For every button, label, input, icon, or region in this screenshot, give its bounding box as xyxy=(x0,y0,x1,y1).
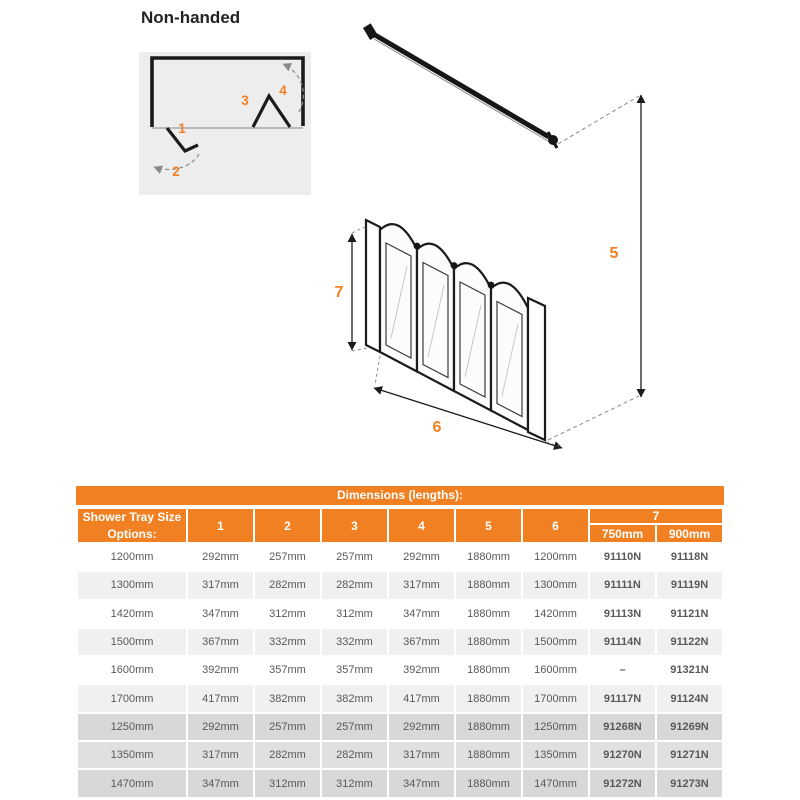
dimension-cell-5: 1880mm xyxy=(455,543,522,571)
product-code-cell-750: 91270N xyxy=(589,741,656,769)
extension-line xyxy=(375,356,380,385)
tray-size-cell: 1470mm xyxy=(77,769,187,797)
dimension-cell-4: 292mm xyxy=(388,713,455,741)
dimension-cell-6: 1350mm xyxy=(522,741,589,769)
dimension-cell-4: 317mm xyxy=(388,571,455,599)
dimension-cell-6: 1420mm xyxy=(522,600,589,628)
dimension-cell-2: 282mm xyxy=(254,741,321,769)
hinge-knob xyxy=(414,243,421,250)
dimension-cell-1: 292mm xyxy=(187,713,254,741)
dimension-cell-5: 1880mm xyxy=(455,684,522,712)
tray-size-cell: 1700mm xyxy=(77,684,187,712)
dimension-cell-6: 1600mm xyxy=(522,656,589,684)
table-row xyxy=(77,741,723,769)
dimension-cell-1: 392mm xyxy=(187,656,254,684)
table-row xyxy=(77,713,723,741)
dimension-cell-5: 1880mm xyxy=(455,600,522,628)
dimension-cell-6: 1700mm xyxy=(522,684,589,712)
dimension-cell-2: 357mm xyxy=(254,656,321,684)
table-row xyxy=(77,656,723,684)
plan-view-background xyxy=(139,52,311,195)
dimension-cell-6: 1470mm xyxy=(522,769,589,797)
dimension-cell-2: 332mm xyxy=(254,628,321,656)
dimensions-table-section xyxy=(76,486,724,799)
product-code-cell-900: 91273N xyxy=(656,769,723,797)
header-col-7-900mm: 900mm xyxy=(656,524,723,543)
dimension-cell-5: 1880mm xyxy=(455,741,522,769)
dimension-table-body xyxy=(77,543,723,798)
dimension-cell-3: 257mm xyxy=(321,713,388,741)
dimension-cell-6: 1300mm xyxy=(522,571,589,599)
dimension-cell-4: 317mm xyxy=(388,741,455,769)
plan-label-1: 1 xyxy=(178,121,186,136)
header-col-4: 4 xyxy=(388,508,455,543)
dimensions-table xyxy=(76,507,724,799)
table-row xyxy=(77,628,723,656)
left-wall-post xyxy=(366,220,380,352)
extension-line xyxy=(352,226,367,233)
dimension-cell-5: 1880mm xyxy=(455,713,522,741)
extension-line xyxy=(558,96,639,144)
rail-tube xyxy=(375,35,549,137)
table-row xyxy=(77,600,723,628)
plan-label-2: 2 xyxy=(172,164,180,179)
tray-size-cell: 1250mm xyxy=(77,713,187,741)
dimension-cell-5: 1880mm xyxy=(455,656,522,684)
dimension-cell-6: 1500mm xyxy=(522,628,589,656)
dimension-cell-2: 382mm xyxy=(254,684,321,712)
dimension-cell-1: 367mm xyxy=(187,628,254,656)
table-row xyxy=(77,543,723,571)
dimension-cell-2: 312mm xyxy=(254,600,321,628)
tray-size-cell: 1500mm xyxy=(77,628,187,656)
dimension-cell-3: 357mm xyxy=(321,656,388,684)
product-code-cell-900: 91271N xyxy=(656,741,723,769)
product-code-cell-900: 91121N xyxy=(656,600,723,628)
header-col-7-750mm: 750mm xyxy=(589,524,656,543)
product-code-cell-750: 91117N xyxy=(589,684,656,712)
dimension-cell-5: 1880mm xyxy=(455,571,522,599)
tray-size-cell: 1600mm xyxy=(77,656,187,684)
hinge-knob xyxy=(451,262,458,269)
product-code-cell-750: 91272N xyxy=(589,769,656,797)
dimension-cell-4: 292mm xyxy=(388,543,455,571)
extension-line xyxy=(548,396,639,440)
dimension-cell-2: 257mm xyxy=(254,543,321,571)
page-title: Non-handed xyxy=(141,8,241,27)
product-code-cell-750: 91111N xyxy=(589,571,656,599)
dimension-cell-3: 282mm xyxy=(321,741,388,769)
tray-size-cell: 1420mm xyxy=(77,600,187,628)
product-code-cell-750: 91268N xyxy=(589,713,656,741)
tray-size-cell: 1300mm xyxy=(77,571,187,599)
table-row xyxy=(77,684,723,712)
dimension-cell-1: 317mm xyxy=(187,741,254,769)
header-col-5: 5 xyxy=(455,508,522,543)
stabilizer-rail xyxy=(363,23,558,148)
header-col-7: 7 xyxy=(589,508,723,524)
product-code-cell-750: – xyxy=(589,656,656,684)
dimension-cell-4: 417mm xyxy=(388,684,455,712)
isometric-view xyxy=(363,23,558,440)
dimension-cell-4: 347mm xyxy=(388,600,455,628)
product-code-cell-900: 91124N xyxy=(656,684,723,712)
product-code-cell-900: 91118N xyxy=(656,543,723,571)
dimension-cell-4: 392mm xyxy=(388,656,455,684)
product-code-cell-900: 91321N xyxy=(656,656,723,684)
dimension-cell-1: 292mm xyxy=(187,543,254,571)
dimension-cell-3: 332mm xyxy=(321,628,388,656)
extension-line xyxy=(352,348,367,351)
dimension-label-5: 5 xyxy=(609,245,619,262)
header-col-3: 3 xyxy=(321,508,388,543)
dimension-cell-3: 257mm xyxy=(321,543,388,571)
plan-label-3: 3 xyxy=(241,93,249,108)
dimension-cell-5: 1880mm xyxy=(455,628,522,656)
dimension-cell-1: 347mm xyxy=(187,769,254,797)
plan-view-diagram xyxy=(139,52,311,195)
dimension-cell-1: 347mm xyxy=(187,600,254,628)
product-code-cell-750: 91114N xyxy=(589,628,656,656)
tray-size-cell: 1350mm xyxy=(77,741,187,769)
dimension-cell-3: 382mm xyxy=(321,684,388,712)
dimension-cell-2: 282mm xyxy=(254,571,321,599)
dimension-cell-6: 1250mm xyxy=(522,713,589,741)
dimension-cell-4: 367mm xyxy=(388,628,455,656)
right-end-post xyxy=(528,298,545,440)
table-row xyxy=(77,571,723,599)
table-row xyxy=(77,769,723,797)
product-code-cell-900: 91269N xyxy=(656,713,723,741)
dimension-cell-4: 347mm xyxy=(388,769,455,797)
dimension-label-7: 7 xyxy=(334,284,344,301)
dimension-cell-1: 317mm xyxy=(187,571,254,599)
product-code-cell-900: 91122N xyxy=(656,628,723,656)
tray-size-cell: 1200mm xyxy=(77,543,187,571)
hinge-knob xyxy=(488,282,495,289)
product-code-cell-750: 91113N xyxy=(589,600,656,628)
dimension-cell-1: 417mm xyxy=(187,684,254,712)
dimension-cell-5: 1880mm xyxy=(455,769,522,797)
dimension-label-6: 6 xyxy=(432,419,442,436)
rail-tube-highlight xyxy=(374,39,548,141)
header-col-6: 6 xyxy=(522,508,589,543)
dimension-cell-3: 282mm xyxy=(321,571,388,599)
table-header-row xyxy=(77,508,723,524)
dimension-cell-2: 312mm xyxy=(254,769,321,797)
product-code-cell-900: 91119N xyxy=(656,571,723,599)
product-code-cell-750: 91110N xyxy=(589,543,656,571)
dimension-cell-2: 257mm xyxy=(254,713,321,741)
dimension-cell-3: 312mm xyxy=(321,600,388,628)
header-tray-size: Shower Tray Size Options: xyxy=(77,508,187,543)
plan-label-4: 4 xyxy=(279,83,287,98)
dimension-cell-6: 1200mm xyxy=(522,543,589,571)
header-col-2: 2 xyxy=(254,508,321,543)
header-col-1: 1 xyxy=(187,508,254,543)
table-title: Dimensions (lengths): xyxy=(76,486,724,507)
dimension-cell-3: 312mm xyxy=(321,769,388,797)
